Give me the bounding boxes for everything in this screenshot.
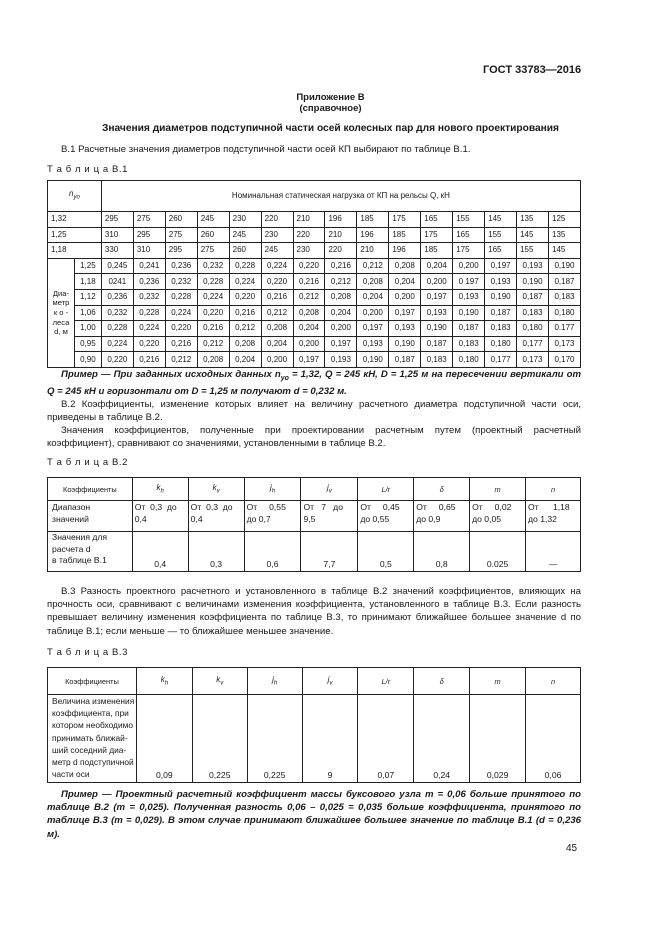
load-cell: 145 [549, 243, 581, 259]
header-cell [188, 478, 244, 501]
diameter-cell: 0,183 [485, 321, 517, 337]
header-cell: Коэффициенты [48, 478, 133, 501]
diameter-cell: 0,216 [325, 258, 357, 274]
symbol: k [160, 675, 165, 685]
range-line: до 0,05 [472, 514, 502, 524]
range-line: От 0,65 [416, 502, 456, 512]
table-b1-header: Номинальная статическая нагрузка от КП на рельсы Q, кН [101, 181, 580, 212]
diameter-cell: 0,216 [293, 274, 325, 290]
diameter-cell: 0,193 [517, 258, 549, 274]
range-cell [188, 501, 244, 532]
d-value-cell: 1,12 [74, 289, 101, 305]
change-value-cell: 0,225 [192, 695, 247, 783]
diameter-cell: 0,183 [549, 289, 581, 305]
header-cell [136, 668, 192, 695]
example-2: Пример — Проектный расчетный коэффициент массы буксового узла m = 0,06 больше принятого по таблице В.2 (m = 0,025). Полученная разность 0,06 – 0,025 = 0,035 больше коэффициента, принятого по таблице В.3 (m = 0,029). В этом случае принимают ближайшее большее значение по таблице В.1 (d = 0,236 м). [47, 789, 581, 840]
n-value-cell: 1,25 [48, 227, 102, 243]
side-label-line: к о - [53, 308, 69, 318]
diameter-cell: 0,208 [261, 321, 293, 337]
diameter-cell: 0,212 [325, 274, 357, 290]
diameter-cell: 0,224 [197, 289, 229, 305]
symbol: j [269, 483, 272, 493]
symbol-sub: h [160, 488, 164, 495]
symbol-sub: v [329, 680, 333, 687]
load-cell: 310 [133, 243, 165, 259]
load-cell: 145 [517, 227, 549, 243]
calc-value-cell: 0,3 [188, 532, 244, 572]
change-value-cell: 9 [302, 695, 358, 783]
load-cell: 220 [325, 243, 357, 259]
label-line: части оси [52, 769, 90, 780]
load-cell: 165 [421, 212, 453, 228]
diameter-cell: 0,183 [421, 352, 453, 368]
table-row [48, 274, 581, 290]
section-title: Значения диаметров подступичной части осей колесных пар для нового проектирования [101, 123, 559, 134]
table-b2 [47, 477, 581, 572]
load-cell: 165 [453, 227, 485, 243]
calc-value-cell: — [526, 532, 581, 572]
label-line: в таблице В.1 [52, 555, 107, 565]
example-1: Пример — При заданных исходных данных $n_{уо} = 1,32$, Q = 245 кН, D = 1,25 м на пересечении вертикали от Q = 245 кН и горизонтали от D = 1,25 м получают d = 0,232 м. [47, 369, 581, 398]
range-label [48, 501, 133, 532]
d-value-cell: 1,25 [74, 258, 101, 274]
diameter-cell: 0241 [101, 274, 133, 290]
diameter-cell: 0,197 [293, 352, 325, 368]
load-cell: 196 [357, 227, 389, 243]
diameter-cell: 0,224 [229, 274, 261, 290]
diameter-cell: 0,200 [453, 258, 485, 274]
label-line: значений [52, 514, 89, 524]
diameter-cell: 0,224 [101, 336, 133, 352]
d-value-cell: 0,95 [74, 336, 101, 352]
diameter-cell: 0,224 [133, 321, 165, 337]
diameter-cell: 0,220 [293, 258, 325, 274]
load-cell: 155 [453, 212, 485, 228]
d-value-cell: 1,00 [74, 321, 101, 337]
diameter-cell: 0,216 [133, 352, 165, 368]
d-value-cell: 0,90 [74, 352, 101, 368]
symbol: j [327, 675, 330, 685]
diameter-cell: 0,220 [101, 352, 133, 368]
diameter-cell: 0,208 [325, 289, 357, 305]
diameter-cell: 0,183 [453, 336, 485, 352]
diameter-cell: 0,193 [421, 305, 453, 321]
range-line: 9,5 [303, 514, 316, 524]
diameter-cell: 0,204 [261, 336, 293, 352]
load-cell: 135 [517, 212, 549, 228]
diameter-cell: 0,232 [165, 274, 197, 290]
change-value-cell: 0,029 [470, 695, 526, 783]
label-line: метр d подступичной [52, 757, 134, 768]
load-cell: 245 [229, 227, 261, 243]
calc-value-cell: 0.025 [470, 532, 526, 572]
header-cell: n [526, 478, 581, 501]
diameter-cell: 0,180 [549, 305, 581, 321]
range-cell [470, 501, 526, 532]
diameter-cell: 0.177 [549, 321, 581, 337]
range-cell [358, 501, 414, 532]
header-cell [132, 478, 188, 501]
diameter-cell: 0,200 [293, 336, 325, 352]
load-cell: 185 [357, 212, 389, 228]
load-cell: 210 [357, 243, 389, 259]
header-cell [247, 668, 302, 695]
load-cell: 196 [325, 212, 357, 228]
diameter-cell: 0,187 [453, 321, 485, 337]
label-line: Значения для [52, 532, 108, 542]
range-line: до 0,7 [246, 514, 271, 524]
table-b1-label: Т а б л и ц а В.1 [47, 164, 129, 175]
load-cell: 210 [293, 212, 325, 228]
diameter-cell: 0,200 [421, 274, 453, 290]
load-cell: 260 [229, 243, 261, 259]
load-cell: 245 [261, 243, 293, 259]
diameter-cell: 0,224 [165, 305, 197, 321]
symbol-sub: h [271, 488, 276, 495]
range-line: От 1,18 [528, 502, 570, 512]
diameter-cell: 0,173 [517, 352, 549, 368]
diameter-cell: 0,190 [453, 305, 485, 321]
header-cell: L/r [358, 478, 414, 501]
diameter-cell: 0,193 [357, 336, 389, 352]
label-line: принимать ближай- [52, 732, 128, 743]
table-row [48, 305, 581, 321]
load-cell: 245 [197, 212, 229, 228]
diameter-cell: 0,187 [517, 289, 549, 305]
diameter-cell: 0,180 [517, 321, 549, 337]
table-row [48, 289, 581, 305]
diameter-cell: 0,193 [389, 321, 421, 337]
diameter-cell: 0,208 [229, 336, 261, 352]
load-cell: 220 [261, 212, 293, 228]
diameter-cell: 0,236 [165, 258, 197, 274]
diameter-cell: 0,216 [229, 305, 261, 321]
range-cell [414, 501, 470, 532]
load-cell: 275 [197, 243, 229, 259]
load-cell: 175 [421, 227, 453, 243]
load-cell: 275 [133, 212, 165, 228]
diameter-cell: 0,212 [165, 352, 197, 368]
load-cell: 330 [101, 243, 133, 259]
diameter-cell: 0,228 [101, 321, 133, 337]
load-cell: 230 [261, 227, 293, 243]
label-line: коэффициента, при [52, 708, 129, 719]
table-b1 [47, 180, 581, 368]
header-cell [302, 668, 358, 695]
diameter-cell: 0,204 [293, 321, 325, 337]
table-b3-label: Т а б л и ц а В.3 [47, 647, 129, 658]
range-cell [301, 501, 358, 532]
change-value-cell: 0,06 [526, 695, 581, 783]
load-cell: 210 [325, 227, 357, 243]
diameter-cell: 0,236 [101, 289, 133, 305]
diameter-cell: 0,190 [421, 321, 453, 337]
diameter-cell: 0,193 [453, 289, 485, 305]
diameter-cell: 0,245 [101, 258, 133, 274]
range-line: От 0,3 до [190, 502, 233, 512]
label-line: расчета d [52, 543, 91, 554]
symbol-sub: v [216, 488, 220, 495]
diameter-cell: 0,232 [197, 258, 229, 274]
calc-value-cell: 0,4 [132, 532, 188, 572]
diameter-cell: 0,220 [261, 274, 293, 290]
header-cell: m [470, 478, 526, 501]
diameter-cell: 0,190 [549, 258, 581, 274]
load-cell: 310 [101, 227, 133, 243]
load-cell: 220 [293, 227, 325, 243]
load-cell: 145 [485, 212, 517, 228]
load-cell: 185 [421, 243, 453, 259]
load-cell: 165 [485, 243, 517, 259]
header-cell: n [526, 668, 581, 695]
diameter-cell: 0,200 [261, 352, 293, 368]
diameter-cell: 0,204 [325, 305, 357, 321]
diameter-cell: 0,212 [357, 258, 389, 274]
table-row [48, 336, 581, 352]
diameter-cell: 0,180 [485, 336, 517, 352]
change-value-cell: 0,225 [247, 695, 302, 783]
diameter-cell: 0,187 [549, 274, 581, 290]
diameter-cell: 0,187 [421, 336, 453, 352]
diameter-cell: 0,236 [133, 274, 165, 290]
load-cell: 275 [165, 227, 197, 243]
load-cell: 175 [389, 212, 421, 228]
d-value-cell: 1,18 [74, 274, 101, 290]
calc-value-cell: 0,8 [414, 532, 470, 572]
table-row [48, 212, 581, 228]
diameter-cell: 0,173 [549, 336, 581, 352]
diameter-cell: 0,180 [453, 352, 485, 368]
load-cell: 155 [517, 243, 549, 259]
load-cell: 135 [549, 227, 581, 243]
table-row [48, 352, 581, 368]
header-cell [244, 478, 301, 501]
range-line: до 0,55 [360, 514, 390, 524]
diameter-cell: 0,220 [229, 289, 261, 305]
range-line: 0,4 [190, 514, 203, 524]
diameter-cell: 0,204 [421, 258, 453, 274]
diameter-cell: 0,190 [357, 352, 389, 368]
symbol: k [156, 483, 161, 493]
range-line: От 7 до [303, 502, 343, 512]
table-row [48, 321, 581, 337]
calc-value-cell: 0,5 [358, 532, 414, 572]
header-cell: m [470, 668, 526, 695]
diameter-cell: 0,193 [485, 274, 517, 290]
diameter-cell: 0,220 [197, 305, 229, 321]
side-label-line: d, м [54, 327, 68, 337]
diameter-cell: 0,177 [517, 336, 549, 352]
side-label-line: Диа- [52, 288, 70, 298]
page-number: 45 [566, 843, 578, 854]
diameter-cell: 0,200 [357, 305, 389, 321]
side-label-line: метр [52, 298, 70, 308]
diameter-cell: 0,224 [261, 258, 293, 274]
load-cell: 155 [485, 227, 517, 243]
label-line: Величина изменения [52, 696, 135, 706]
table-b3 [47, 667, 581, 783]
header-cell: Коэффициенты [48, 668, 137, 695]
diameter-cell: 0,241 [133, 258, 165, 274]
change-label [48, 695, 137, 783]
range-line: до 0,9 [416, 514, 441, 524]
standard-number: ГОСТ 33783—2016 [483, 64, 582, 76]
diameter-cell: 0,216 [165, 336, 197, 352]
range-cell [526, 501, 581, 532]
load-cell: 260 [197, 227, 229, 243]
paragraph-b1: В.1 Расчетные значения диаметров подступичной части осей КП выбирают по таблице В.1. [61, 144, 471, 155]
range-line: От 0,3 до [134, 502, 177, 512]
diameter-cell: 0,170 [549, 352, 581, 368]
appendix-subtitle: (справочное) [299, 103, 362, 114]
table-b1-corner: $n_{уо}$ [48, 181, 102, 212]
diameter-cell: 0,232 [133, 289, 165, 305]
header-cell [192, 668, 247, 695]
diameter-cell: 0 197 [453, 274, 485, 290]
diameter-cell: 0,197 [357, 321, 389, 337]
calc-value-cell: 7,7 [301, 532, 358, 572]
label-line: Диапазон [52, 502, 91, 512]
n-value-cell: 1,32 [48, 212, 102, 228]
diameter-cell: 0,212 [229, 321, 261, 337]
diameter-cell: 0,197 [325, 336, 357, 352]
symbol: j [327, 483, 329, 493]
diameter-cell: 0,190 [389, 336, 421, 352]
diameter-cell: 0,228 [165, 289, 197, 305]
header-cell: L/r [358, 668, 414, 695]
range-cell [132, 501, 188, 532]
symbol: k [212, 483, 217, 493]
diameter-cell: 0,200 [389, 289, 421, 305]
calc-label [48, 532, 133, 572]
diameter-cell: 0,200 [325, 321, 357, 337]
range-line: От 0,45 [360, 502, 400, 512]
paragraph-b2: В.2 Коэффициенты, изменение которых влияет на величину расчетного диаметра подступичной части оси, приведены в таблице В.2. [47, 399, 581, 424]
diameter-cell: 0,193 [325, 352, 357, 368]
appendix-heading [0, 92, 661, 114]
diameter-cell: 0,228 [229, 258, 261, 274]
load-cell: 295 [165, 243, 197, 259]
table-row [48, 227, 581, 243]
diameter-cell: 0,212 [197, 336, 229, 352]
symbol: j [272, 675, 274, 685]
calc-value-cell: 0,6 [244, 532, 301, 572]
diameter-cell: 0,204 [357, 289, 389, 305]
diameter-cell: 0,183 [517, 305, 549, 321]
diameter-cell: 0,208 [293, 305, 325, 321]
diameter-cell: 0,187 [485, 305, 517, 321]
range-cell [244, 501, 301, 532]
symbol-sub: v [328, 488, 332, 495]
diameter-cell: 0,197 [389, 305, 421, 321]
load-cell: 196 [389, 243, 421, 259]
diameter-side-label [48, 258, 75, 367]
side-label-line: леса [52, 317, 70, 327]
diameter-cell: 0,187 [389, 352, 421, 368]
diameter-cell: 0,228 [197, 274, 229, 290]
diameter-cell: 0,232 [101, 305, 133, 321]
diameter-cell: 0,220 [133, 336, 165, 352]
header-cell: δ [414, 668, 470, 695]
paragraph-b3: В.3 Разность проектного расчетного и установленного в таблице В.2 значений коэффициентов, влияющих на прочность оси, сравнивают с величинами изменения коэффициента, установленного в таблице В.3. Если разность превышает величину изменения коэффициента по таблице В.3, то принимают ближайшее большее значение d по таблице В.1; если меньше — то ближайшее меньшее значение. [47, 586, 581, 637]
diameter-cell: 0,208 [357, 274, 389, 290]
load-cell: 125 [549, 212, 581, 228]
symbol-sub: h [164, 680, 169, 687]
change-value-cell: 0,09 [136, 695, 192, 783]
diameter-cell: 0,212 [261, 305, 293, 321]
symbol-sub: v [220, 680, 224, 687]
diameter-cell: 0,212 [293, 289, 325, 305]
symbol: k [216, 675, 221, 685]
diameter-cell: 0,208 [197, 352, 229, 368]
load-cell: 230 [229, 212, 261, 228]
load-cell: 185 [389, 227, 421, 243]
diameter-cell: 0,204 [229, 352, 261, 368]
label-line: котором необходимо [52, 720, 134, 731]
range-line: до 1,32 [528, 514, 557, 524]
diameter-cell: 0,190 [517, 274, 549, 290]
symbol-sub: h [273, 680, 278, 687]
range-line: 0,4 [134, 514, 147, 524]
d-value-cell: 1,06 [74, 305, 101, 321]
load-cell: 295 [133, 227, 165, 243]
table-b2-label: Т а б л и ц а В.2 [47, 457, 129, 468]
header-cell: δ [414, 478, 470, 501]
diameter-cell: 0,228 [133, 305, 165, 321]
n-value-cell: 1,18 [48, 243, 102, 259]
label-line: ший соседний диа- [52, 744, 127, 755]
diameter-cell: 0,216 [261, 289, 293, 305]
load-cell: 230 [293, 243, 325, 259]
diameter-cell: 0,197 [485, 258, 517, 274]
diameter-cell: 0,216 [197, 321, 229, 337]
diameter-cell: 0,190 [485, 289, 517, 305]
table-row [48, 258, 581, 274]
paragraph-b2-second: Значения коэффициентов, полученные при проектировании расчетным путем (проектный расчетный коэффициент), сравнивают со значениями, установленными в таблице В.2. [47, 425, 581, 450]
change-value-cell: 0,07 [358, 695, 414, 783]
header-cell [301, 478, 358, 501]
load-cell: 295 [101, 212, 133, 228]
range-line: От 0,02 [472, 502, 512, 512]
range-line: От 0,55 [246, 502, 286, 512]
diameter-cell: 0,204 [389, 274, 421, 290]
load-cell: 260 [165, 212, 197, 228]
change-value-cell: 0,24 [414, 695, 470, 783]
load-cell: 175 [453, 243, 485, 259]
diameter-cell: 0,197 [421, 289, 453, 305]
diameter-cell: 0,177 [485, 352, 517, 368]
appendix-title: Приложение В [296, 92, 365, 103]
table-row [48, 243, 581, 259]
diameter-cell: 0,220 [165, 321, 197, 337]
diameter-cell: 0,208 [389, 258, 421, 274]
